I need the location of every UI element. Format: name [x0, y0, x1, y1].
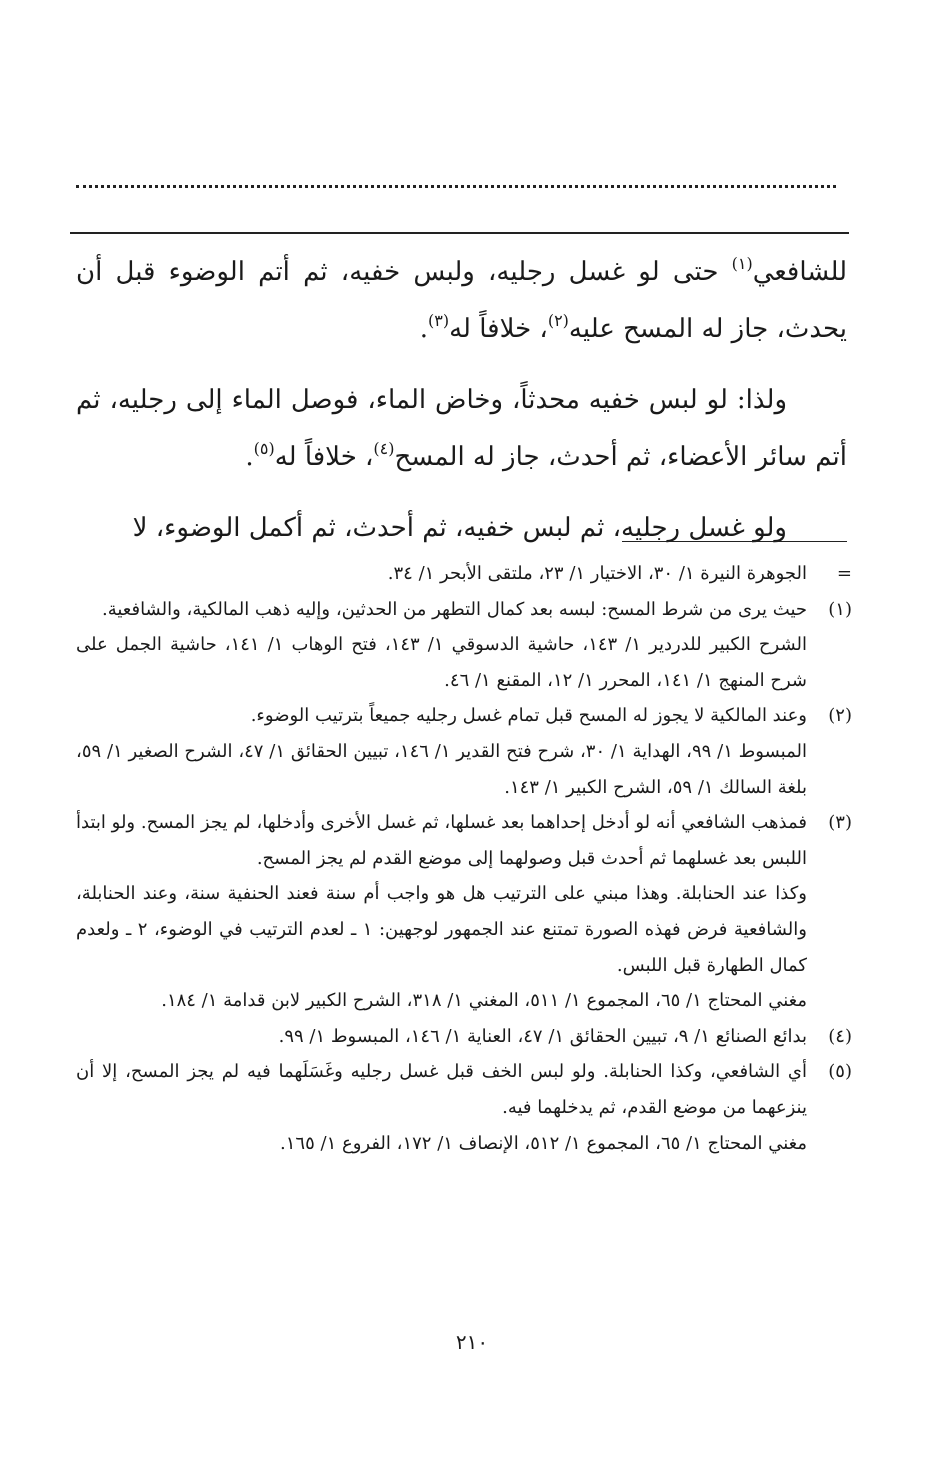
- footnote-5: [76, 1054, 852, 1161]
- footnote-text: مغني المحتاج ١/ ٦٥، المجموع ١/ ٥١٢، الإنصاف ١/ ١٧٢، الفروع ١/ ١٦٥.: [280, 1132, 807, 1154]
- footnote-4: [76, 1019, 852, 1055]
- text-run: حتى لو غسل رجليه، ولبس خفيه، ثم أتم الوضوء قبل أن يحدث، جاز له المسح عليه: [76, 257, 847, 344]
- footnote-text: المبسوط ١/ ٩٩، الهداية ١/ ٣٠، شرح فتح القدير ١/ ١٤٦، تبيين الحقائق ١/ ٤٧، الشرح الصغير ١/ ٥٩، بلغة السالك ١/ ٥٩، الشرح الكبير ١/ ١٤٣.: [76, 740, 807, 798]
- footnote-number: (٤): [828, 1025, 852, 1047]
- text-run: للشافعي: [752, 257, 847, 287]
- text-run: ، خلافاً له: [274, 442, 374, 472]
- footnote-3: [76, 805, 852, 1019]
- footnote-2: [76, 698, 852, 805]
- footnote-separator: [622, 541, 847, 542]
- text-run: ولذا: لو لبس خفيه محدثاً، وخاض الماء، فوصل الماء إلى رجليه، ثم أتم سائر الأعضاء، ثم أحدث، جاز له المسح: [76, 385, 847, 472]
- footnote-text: الجوهرة النيرة ١/ ٣٠، الاختيار ١/ ٢٣، ملتقى الأبحر ١/ ٣٤.: [387, 563, 807, 584]
- header-rule: [70, 232, 849, 234]
- footnote-continuation: [76, 556, 852, 592]
- footnotes: [76, 556, 852, 1161]
- footnote-text: وعند المالكية لا يجوز له المسح قبل تمام غسل رجليه جميعاً بترتيب الوضوء.: [250, 705, 807, 727]
- paragraph-2: [76, 372, 847, 486]
- footnote-number: (٣): [828, 812, 852, 834]
- footnote-text: بدائع الصنائع ١/ ٩، تبيين الحقائق ١/ ٤٧، العناية ١/ ١٤٦، المبسوط ١/ ٩٩.: [278, 1025, 807, 1047]
- text-run: .: [419, 314, 429, 344]
- footnote-ref-4[interactable]: (٤): [373, 439, 395, 458]
- main-text: [76, 244, 847, 571]
- footnote-ref-3[interactable]: (٣): [428, 311, 450, 330]
- paragraph-3: ولو غسل رجليه، ثم لبس خفيه، ثم أحدث، ثم أكمل الوضوء، لا: [132, 513, 787, 543]
- dotted-separator: [76, 170, 836, 188]
- footnote-text: الشرح الكبير للدردير ١/ ١٤٣، حاشية الدسوقي ١/ ١٤٣، فتح الوهاب ١/ ١٤١، حاشية الجمل على شرح المنهج ١/ ١٤١، المحرر ١/ ١٢، المقنع ١/ ٤٦.: [76, 634, 807, 691]
- footnote-text: وكذا عند الحنابلة. وهذا مبني على الترتيب هل هو واجب أم سنة فعند الحنفية سنة، وعند الحنابلة، والشافعية فرض فهذه الصورة تمتنع عند الجمهور لوجهين: ١ ـ لعدم الترتيب في الوضوء، ٢ ـ ولعدم كمال الطهارة قبل اللبس.: [76, 883, 807, 976]
- footnote-text: أي الشافعي، وكذا الحنابلة. ولو لبس الخف قبل غسل رجليه وغَسَلَهما فيه لم يجز المسح، إلا أن ينزعهما من موضع القدم، ثم يدخلهما فيه.: [76, 1061, 807, 1118]
- footnote-number: =: [836, 563, 852, 584]
- page-number: ٢١٠: [455, 1330, 489, 1354]
- footnote-ref-2[interactable]: (٢): [547, 311, 569, 330]
- footnote-ref-1[interactable]: (١): [731, 254, 753, 273]
- footnote-ref-5[interactable]: (٥): [253, 439, 275, 458]
- footnote-number: (١): [828, 598, 852, 620]
- paragraph-1: [76, 244, 847, 358]
- footnote-text: مغني المحتاج ١/ ٦٥، المجموع ١/ ٥١١، المغني ١/ ٣١٨، الشرح الكبير لابن قدامة ١/ ١٨٤.: [161, 990, 807, 1012]
- footnote-text: فمذهب الشافعي أنه لو أدخل إحداهما بعد غسلها، ثم غسل الأخرى وأدخلها، لم يجز المسح. ولو ابتدأ اللبس بعد غسلهما ثم أحدث قبل وصولهما إلى موضع القدم لم يجز المسح.: [76, 812, 807, 869]
- text-run: ، خلافاً له: [449, 314, 548, 344]
- footnote-1: [76, 592, 852, 699]
- footnote-number: (٢): [828, 705, 852, 727]
- footnote-text: حيث يرى من شرط المسح: لبسه بعد كمال التطهر من الحدثين، وإليه ذهب المالكية، والشافعية.: [101, 598, 807, 620]
- footnote-number: (٥): [828, 1061, 852, 1083]
- text-run: .: [245, 442, 254, 472]
